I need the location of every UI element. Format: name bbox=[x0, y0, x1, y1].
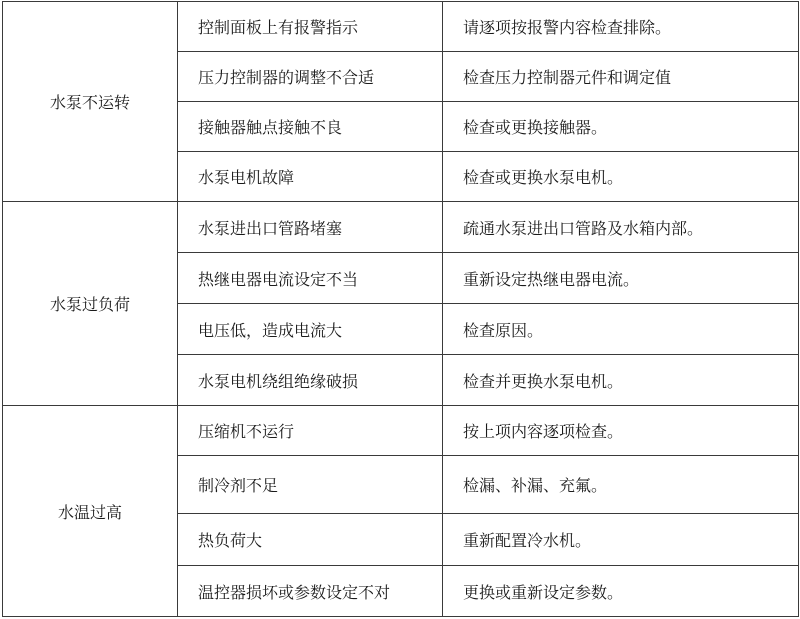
remedy-cell: 检查并更换水泵电机。 bbox=[443, 355, 799, 406]
remedy-cell: 检漏、补漏、充氟。 bbox=[443, 456, 799, 514]
remedy-cell: 检查原因。 bbox=[443, 304, 799, 355]
troubleshooting-table bbox=[2, 1, 799, 617]
table-row bbox=[3, 202, 799, 253]
fault-cell: 水泵过负荷 bbox=[3, 202, 178, 406]
cause-cell: 压力控制器的调整不合适 bbox=[178, 52, 443, 102]
table-row bbox=[3, 406, 799, 456]
cause-cell: 热负荷大 bbox=[178, 514, 443, 566]
fault-cell: 水温过高 bbox=[3, 406, 178, 617]
cause-cell: 压缩机不运行 bbox=[178, 406, 443, 456]
remedy-cell: 检查或更换接触器。 bbox=[443, 102, 799, 152]
cause-cell: 水泵电机故障 bbox=[178, 152, 443, 202]
remedy-cell: 按上项内容逐项检查。 bbox=[443, 406, 799, 456]
cause-cell: 电压低，造成电流大 bbox=[178, 304, 443, 355]
remedy-cell: 检查或更换水泵电机。 bbox=[443, 152, 799, 202]
cause-cell: 热继电器电流设定不当 bbox=[178, 253, 443, 304]
cause-cell: 水泵电机绕组绝缘破损 bbox=[178, 355, 443, 406]
remedy-cell: 重新设定热继电器电流。 bbox=[443, 253, 799, 304]
remedy-cell: 疏通水泵进出口管路及水箱内部。 bbox=[443, 202, 799, 253]
table-row bbox=[3, 2, 799, 52]
cause-cell: 控制面板上有报警指示 bbox=[178, 2, 443, 52]
remedy-cell: 检查压力控制器元件和调定值 bbox=[443, 52, 799, 102]
remedy-cell: 更换或重新设定参数。 bbox=[443, 566, 799, 617]
cause-cell: 制冷剂不足 bbox=[178, 456, 443, 514]
fault-cell: 水泵不运转 bbox=[3, 2, 178, 202]
cause-cell: 接触器触点接触不良 bbox=[178, 102, 443, 152]
remedy-cell: 重新配置冷水机。 bbox=[443, 514, 799, 566]
cause-cell: 水泵进出口管路堵塞 bbox=[178, 202, 443, 253]
cause-cell: 温控器损坏或参数设定不对 bbox=[178, 566, 443, 617]
remedy-cell: 请逐项按报警内容检查排除。 bbox=[443, 2, 799, 52]
